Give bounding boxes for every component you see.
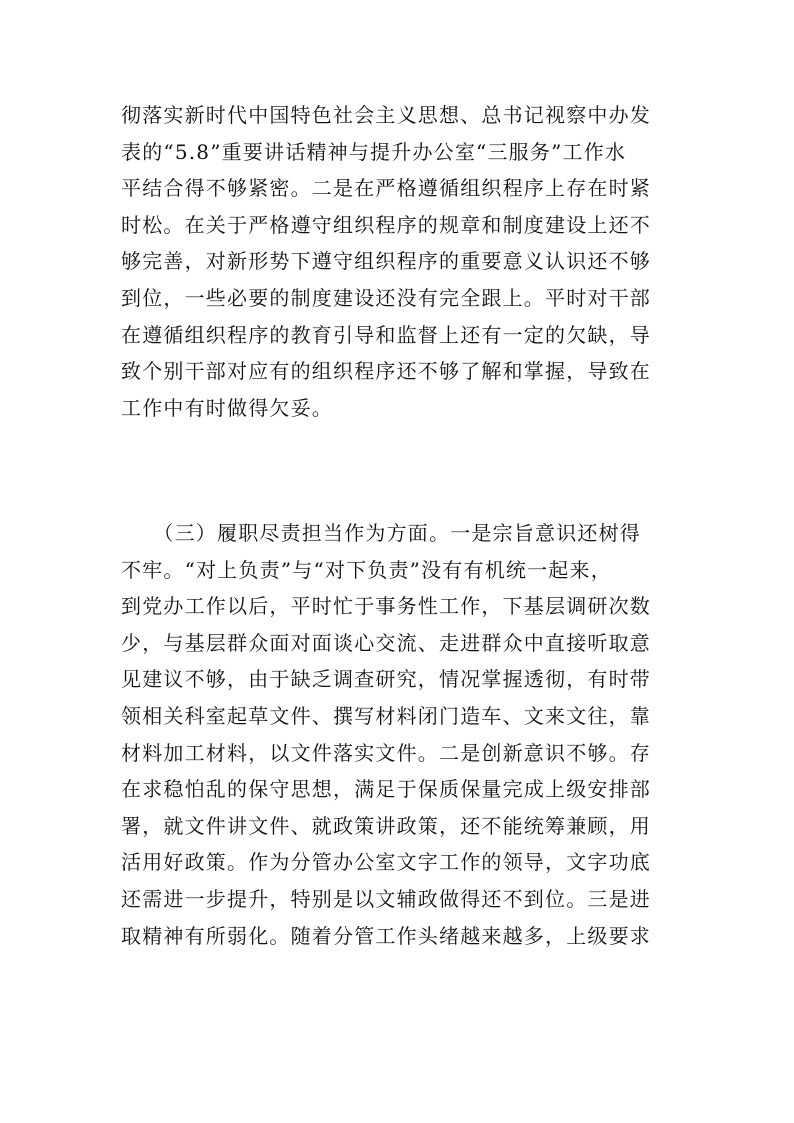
text-line: （三）履职尽责担当作为方面。一是宗旨意识还树得 — [121, 521, 641, 545]
text-line: 在求稳怕乱的保守思想，满足于保质保量完成上级安排部 — [121, 777, 651, 802]
text-line: 表的“5.8”重要讲话精神与提升办公室“三服务”工作水 — [121, 139, 627, 164]
text-line: 平结合得不够紧密。二是在严格遵循组织程序上存在时紧 — [121, 176, 651, 201]
text-line: 在遵循组织程序的教育引导和监督上还有一定的欠缺，导 — [121, 322, 651, 347]
paragraph-2 — [121, 515, 669, 954]
text-line: 还需进一步提升，特别是以文辅政做得还不到位。三是进 — [121, 886, 651, 911]
paragraph-1 — [121, 97, 669, 426]
text-line: 工作中有时做得欠妥。 — [121, 395, 333, 420]
text-line: 彻落实新时代中国特色社会主义思想、总书记视察中办发 — [121, 103, 651, 127]
text-line: 到位，一些必要的制度建设还没有完全跟上。平时对干部 — [121, 285, 651, 310]
text-line: 够完善，对新形势下遵守组织程序的重要意义认识还不够 — [121, 249, 651, 274]
text-line: 材料加工材料，以文件落实文件。二是创新意识不够。存 — [121, 740, 651, 765]
text-line: 取精神有所弱化。随着分管工作头绪越来越多，上级要求 — [121, 923, 651, 948]
text-line: 活用好政策。作为分管办公室文字工作的领导，文字功底 — [121, 850, 651, 875]
text-line: 少，与基层群众面对面谈心交流、走进群众中直接听取意 — [121, 630, 651, 655]
text-line: 到党办工作以后，平时忙于事务性工作，下基层调研次数 — [121, 594, 651, 619]
text-line: 致个别干部对应有的组织程序还不够了解和掌握，导致在 — [121, 359, 651, 384]
text-line: 时松。在关于严格遵守组织程序的规章和制度建设上还不 — [121, 212, 651, 237]
text-line: 见建议不够，由于缺乏调查研究，情况掌握透彻，有时带 — [121, 667, 651, 692]
text-line: 署，就文件讲文件、就政策讲政策，还不能统筹兼顾，用 — [121, 813, 651, 838]
text-line: 领相关科室起草文件、撰写材料闭门造车、文来文往，靠 — [121, 703, 651, 728]
text-line: 不牢。“对上负责”与“对下负责”没有有机统一起来， — [121, 557, 612, 582]
